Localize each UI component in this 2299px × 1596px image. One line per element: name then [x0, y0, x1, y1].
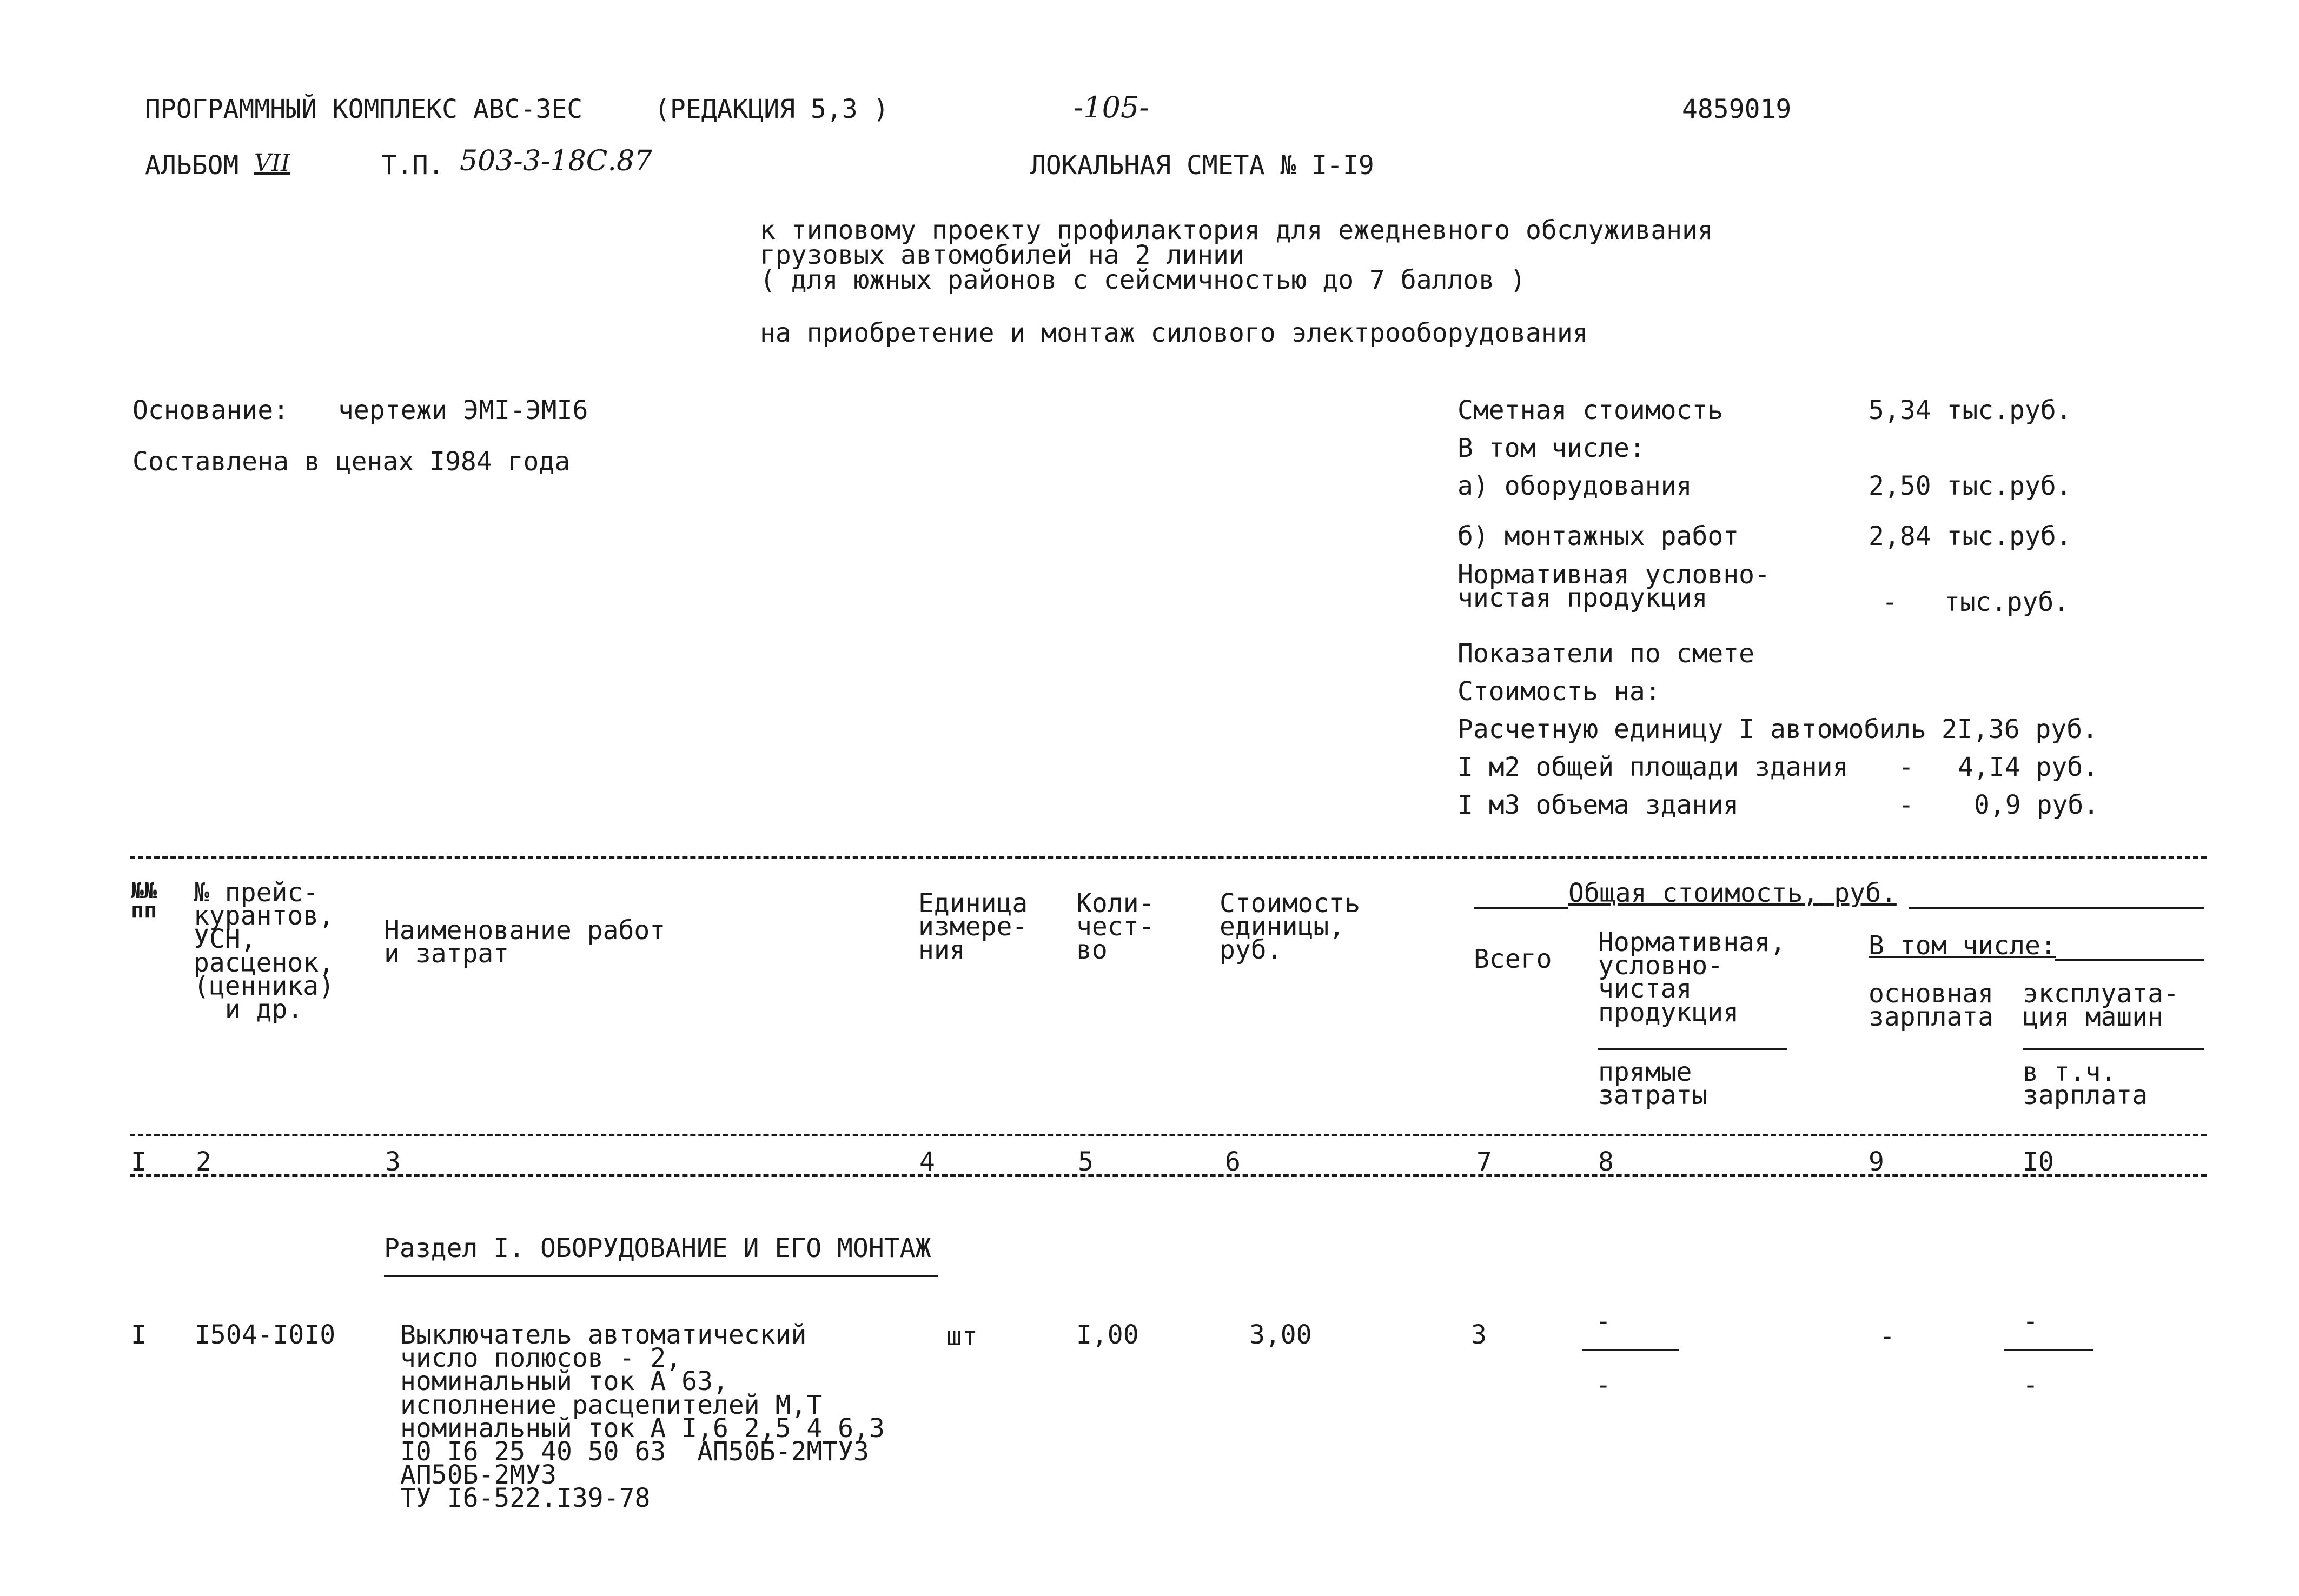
per-m2-dash: -: [1898, 752, 1914, 782]
row-machines-divider: [2004, 1349, 2093, 1351]
program-name: ПРОГРАММНЫЙ КОМПЛЕКС АВС-ЗЕС: [145, 94, 583, 124]
subtitle-line-1: к типовому проекту профилактория для ежедневного обслуживания: [760, 215, 1713, 245]
prices-year: Составлена в ценах I984 года: [132, 447, 571, 477]
edition: (РЕДАКЦИЯ 5,3 ): [654, 94, 889, 124]
row-unit-cost: 3,00: [1249, 1320, 1312, 1350]
header-col-10-sub: в т.ч. зарплата: [2023, 1057, 2148, 1111]
header-col-8: Нормативная, условно- чистая продукция: [1598, 927, 1786, 1028]
col-8-divider: [1598, 1048, 1787, 1050]
header-col-1: №№ пп: [131, 879, 157, 923]
row-machines-bottom: -: [2023, 1370, 2038, 1400]
tp-number: 503-3-18С.87: [460, 145, 653, 177]
subtitle-line-3: ( для южных районов с сейсмичностью до 7 баллов ): [760, 265, 1526, 295]
subtitle-line-4: на приобретение и монтаж силового электрооборудования: [760, 318, 1588, 348]
page-number: -105-: [1074, 90, 1149, 124]
section-title: Раздел I. ОБОРУДОВАНИЕ И ЕГО МОНТАЖ: [384, 1233, 931, 1264]
per-m2-value: 4,I4 руб.: [1958, 752, 2099, 782]
column-numbers-bottom-rule: [130, 1174, 2207, 1177]
per-m3-value: 0,9 руб.: [1974, 790, 2099, 820]
header-col-5: Коли- чест- во: [1076, 888, 1155, 966]
album-label: АЛЬБОМ: [145, 150, 239, 181]
table-top-rule: [130, 856, 2207, 859]
row-name: Выключатель автоматический число полюсов - 2, номинальный ток А 63, исполнение расцепителей М,Т номинальный ток А I,6 2,5 4 6,3 I0 I6 25 40 50 63 АП50Б-2МТУЗ АП50Б-2МУЗ ТУ I6-522.I39-78: [400, 1320, 885, 1514]
row-quantity: I,00: [1076, 1320, 1139, 1350]
header-col-2: № прейс- курантов, УСН, расценок, (ценника) и др.: [194, 877, 335, 1025]
column-number-6: 6: [1225, 1147, 1241, 1177]
normative-unit: тыс.руб.: [1944, 587, 2070, 617]
basis-label: Основание:: [132, 395, 289, 425]
installation-cost-value: 2,84 тыс.руб.: [1869, 521, 2072, 551]
per-m3-label: I м3 объема здания: [1457, 790, 1739, 820]
column-number-5: 5: [1078, 1147, 1094, 1177]
row-total: 3: [1471, 1320, 1487, 1350]
column-number-9: 9: [1869, 1147, 1884, 1177]
subtitle-line-2: грузовых автомобилей на 2 линии: [760, 240, 1244, 270]
header-col-7: Всего: [1474, 944, 1552, 974]
column-numbers-top-rule: [130, 1134, 2207, 1136]
equipment-cost-label: а) оборудования: [1457, 471, 1692, 501]
per-unit-value: 2I,36 руб.: [1942, 714, 2098, 744]
header-col-9: основная зарплата: [1869, 979, 1994, 1033]
estimated-cost-label: Сметная стоимость: [1457, 395, 1724, 425]
row-normative-top: -: [1595, 1306, 1611, 1336]
column-number-4: 4: [919, 1147, 935, 1177]
basis-value: чертежи ЭМI-ЭМI6: [338, 395, 588, 425]
header-col-10: эксплуата- ция машин: [2023, 979, 2179, 1033]
header-col-3: Наименование работ и затрат: [384, 915, 666, 969]
column-number-3: 3: [385, 1147, 401, 1177]
estimate-title: ЛОКАЛЬНАЯ СМЕТА № I-I9: [1030, 150, 1374, 181]
per-m3-dash: -: [1898, 790, 1914, 820]
header-col-6: Стоимость единицы, руб.: [1220, 888, 1361, 966]
normative-label: Нормативная условно- чистая продукция: [1457, 560, 1770, 614]
header-including-group: В том числе:: [1869, 930, 2056, 961]
col-10-divider: [2023, 1048, 2204, 1050]
per-unit-label: Расчетную единицу I автомобиль: [1457, 714, 1926, 744]
column-number-7: 7: [1476, 1147, 1492, 1177]
row-machines-top: -: [2023, 1306, 2038, 1336]
estimated-cost-value: 5,34 тыс.руб.: [1869, 395, 2072, 425]
normative-dash: -: [1882, 587, 1898, 617]
including-label: В том числе:: [1457, 433, 1645, 463]
including-group-rule: [2055, 959, 2204, 961]
header-col-4: Единица измере- ния: [918, 888, 1028, 966]
row-normative-bottom: -: [1595, 1370, 1611, 1400]
row-normative-divider: [1582, 1349, 1679, 1351]
column-number-2: 2: [196, 1147, 211, 1177]
row-salary: -: [1879, 1321, 1895, 1352]
indicators-title: Показатели по смете: [1457, 639, 1755, 669]
column-number-10: I0: [2023, 1147, 2054, 1177]
row-unit: шт: [946, 1321, 978, 1352]
total-group-rule-right: [1909, 907, 2204, 909]
per-m2-label: I м2 общей площади здания: [1457, 752, 1849, 782]
tp-label: Т.П.: [381, 150, 444, 181]
header-col-8-sub: прямые затраты: [1598, 1057, 1708, 1111]
equipment-cost-value: 2,50 тыс.руб.: [1869, 471, 2072, 501]
column-number-1: I: [131, 1147, 147, 1177]
installation-cost-label: б) монтажных работ: [1457, 521, 1739, 551]
header-total-group: Общая стоимость, руб.: [1568, 878, 1897, 908]
row-code: I504-I0I0: [195, 1320, 336, 1350]
document-number: 4859019: [1682, 94, 1792, 124]
total-group-rule-left: [1474, 907, 1568, 909]
album-number: VII: [254, 149, 290, 177]
cost-on-label: Стоимость на:: [1457, 676, 1661, 707]
column-number-8: 8: [1598, 1147, 1614, 1177]
section-underline: [384, 1275, 938, 1277]
row-number: I: [131, 1320, 147, 1350]
